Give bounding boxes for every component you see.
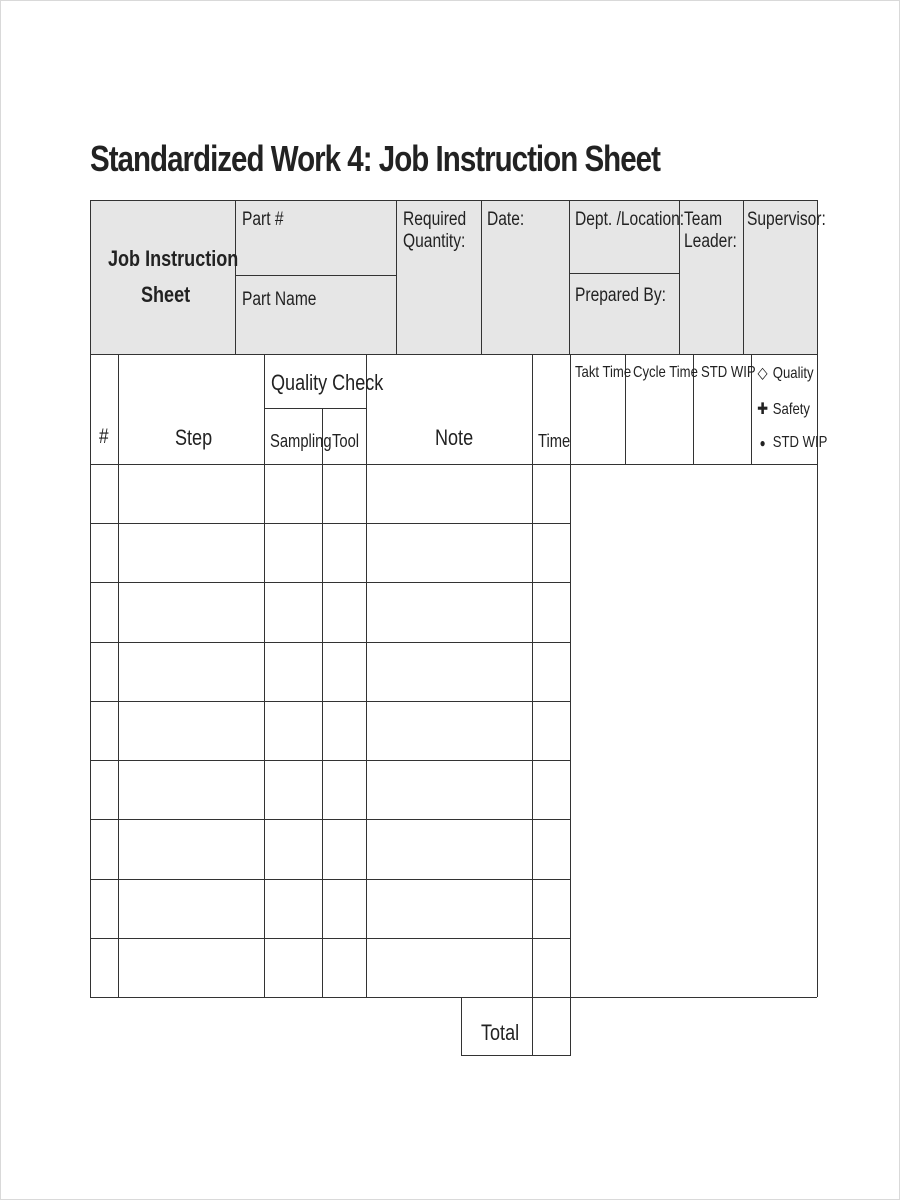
row-number-cell[interactable] (91, 820, 117, 877)
row-sampling-cell[interactable] (265, 820, 321, 877)
row-step-cell[interactable] (119, 880, 263, 937)
diamond-icon: ◇ (757, 365, 768, 382)
cross-icon: ✚ (757, 401, 769, 418)
row-step-cell[interactable] (119, 643, 263, 700)
row-time-cell[interactable] (533, 880, 569, 937)
column-takt-time: Takt Time (575, 364, 632, 381)
legend-quality: ◇ Quality (757, 365, 814, 382)
row-number-cell[interactable] (91, 761, 117, 818)
prepared-by-field[interactable]: Prepared By: (575, 285, 666, 306)
row-note-cell[interactable] (367, 465, 531, 522)
row-time-cell[interactable] (533, 939, 569, 996)
row-step-cell[interactable] (119, 820, 263, 877)
row-sampling-cell[interactable] (265, 880, 321, 937)
row-number-cell[interactable] (91, 465, 117, 522)
row-time-cell[interactable] (533, 524, 569, 581)
row-sampling-cell[interactable] (265, 524, 321, 581)
row-tool-cell[interactable] (323, 643, 365, 700)
row-number-cell[interactable] (91, 524, 117, 581)
column-quality-check: Quality Check (271, 370, 384, 395)
row-sampling-cell[interactable] (265, 761, 321, 818)
row-note-cell[interactable] (367, 820, 531, 877)
row-tool-cell[interactable] (323, 583, 365, 640)
row-step-cell[interactable] (119, 465, 263, 522)
row-tool-cell[interactable] (323, 465, 365, 522)
row-number-cell[interactable] (91, 939, 117, 996)
row-note-cell[interactable] (367, 702, 531, 759)
row-tool-cell[interactable] (323, 702, 365, 759)
row-step-cell[interactable] (119, 939, 263, 996)
part-number-field[interactable]: Part # (242, 209, 284, 230)
job-instruction-label-sheet: Sheet (141, 282, 191, 307)
row-note-cell[interactable] (367, 524, 531, 581)
total-time-field[interactable] (533, 998, 570, 1055)
column-time: Time (538, 431, 571, 451)
row-time-cell[interactable] (533, 702, 569, 759)
column-cycle-time: Cycle Time (633, 364, 698, 381)
row-note-cell[interactable] (367, 939, 531, 996)
row-sampling-cell[interactable] (265, 465, 321, 522)
row-time-cell[interactable] (533, 583, 569, 640)
row-sampling-cell[interactable] (265, 939, 321, 996)
row-sampling-cell[interactable] (265, 702, 321, 759)
row-time-cell[interactable] (533, 643, 569, 700)
row-step-cell[interactable] (119, 702, 263, 759)
row-note-cell[interactable] (367, 761, 531, 818)
row-tool-cell[interactable] (323, 761, 365, 818)
column-sampling: Sampling (270, 431, 332, 451)
row-sampling-cell[interactable] (265, 583, 321, 640)
column-std-wip: STD WIP (701, 364, 756, 381)
total-label: Total (481, 1020, 520, 1045)
row-time-cell[interactable] (533, 820, 569, 877)
team-leader-field[interactable]: Team Leader: (684, 209, 737, 252)
row-step-cell[interactable] (119, 761, 263, 818)
row-tool-cell[interactable] (323, 524, 365, 581)
legend-safety: ✚ Safety (757, 401, 810, 418)
row-number-cell[interactable] (91, 643, 117, 700)
row-time-cell[interactable] (533, 761, 569, 818)
row-number-cell[interactable] (91, 583, 117, 640)
row-tool-cell[interactable] (323, 939, 365, 996)
column-tool: Tool (332, 431, 360, 451)
row-number-cell[interactable] (91, 702, 117, 759)
date-field[interactable]: Date: (487, 209, 525, 230)
dept-location-field[interactable]: Dept. /Location: (575, 209, 685, 230)
row-note-cell[interactable] (367, 643, 531, 700)
legend-std-wip: ● STD WIP (756, 434, 827, 452)
row-sampling-cell[interactable] (265, 643, 321, 700)
row-tool-cell[interactable] (323, 880, 365, 937)
row-step-cell[interactable] (119, 524, 263, 581)
supervisor-field[interactable]: Supervisor: (747, 209, 826, 230)
job-instruction-label: Job Instruction (108, 246, 239, 271)
row-number-cell[interactable] (91, 880, 117, 937)
column-step: Step (175, 425, 213, 450)
document-title: Standardized Work 4: Job Instruction Sheet (90, 138, 660, 179)
row-tool-cell[interactable] (323, 820, 365, 877)
dot-icon: ● (759, 436, 766, 450)
column-note: Note (435, 425, 474, 450)
row-time-cell[interactable] (533, 465, 569, 522)
row-step-cell[interactable] (119, 583, 263, 640)
required-quantity-field[interactable]: Required Quantity: (403, 209, 467, 252)
row-note-cell[interactable] (367, 583, 531, 640)
column-number: # (99, 425, 109, 448)
row-note-cell[interactable] (367, 880, 531, 937)
part-name-field[interactable]: Part Name (242, 289, 317, 310)
